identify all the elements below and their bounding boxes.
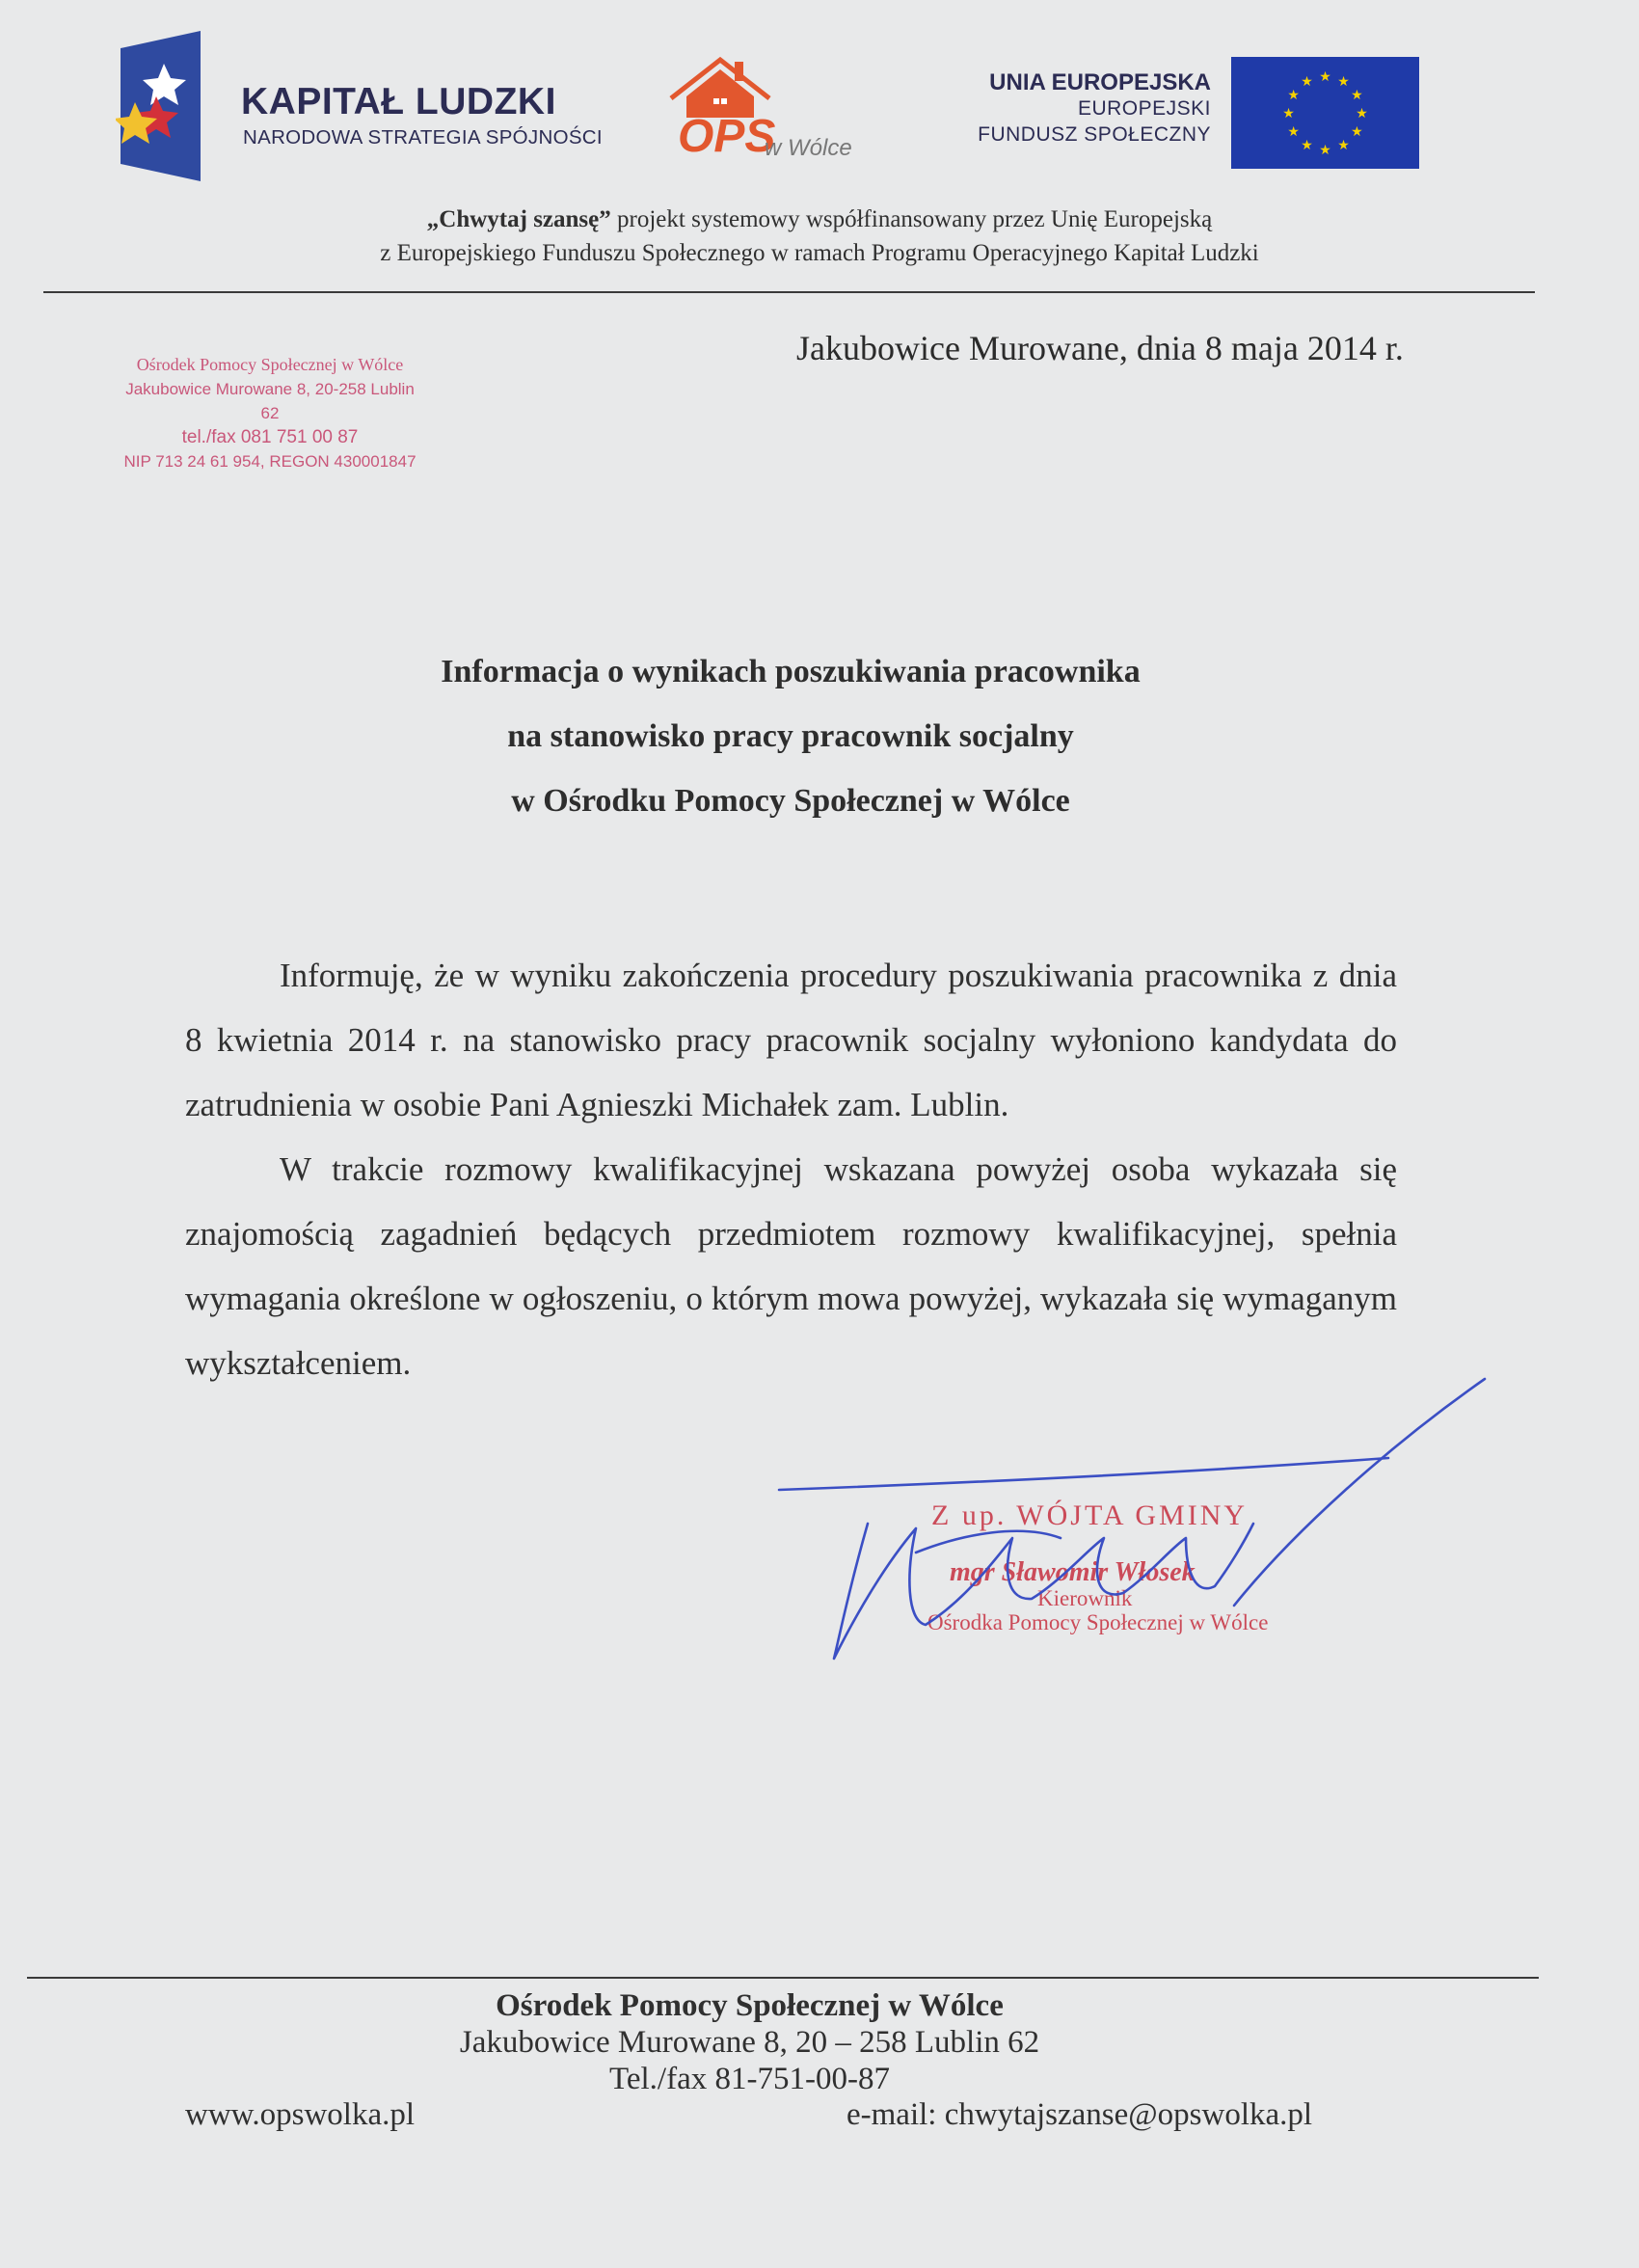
eu-star-icon: ★ (1301, 74, 1313, 91)
document-date: Jakubowice Murowane, dnia 8 maja 2014 r. (796, 329, 1404, 367)
signature-stamp-name: mgr Sławomir Włosek (950, 1557, 1196, 1587)
eu-star-icon: ★ (1319, 69, 1331, 85)
footer-divider (27, 1977, 1539, 1979)
signature-stamp-line1: Z up. WÓJTA GMINY (931, 1499, 1249, 1531)
eu-text-block (868, 69, 1211, 148)
project-line-2: z Europejskiego Funduszu Społecznego w ramach Programu Operacyjnego Kapitał Ludzki (380, 240, 1259, 266)
footer-address: Jakubowice Murowane 8, 20 – 258 Lublin 62 (459, 2025, 1040, 2060)
document-body (185, 943, 1397, 1395)
project-name: „Chwytaj szansę” (426, 206, 611, 232)
stamp-line4: NIP 713 24 61 954, REGON 430001847 (123, 452, 416, 471)
header-divider (43, 291, 1535, 293)
eu-star-icon: ★ (1282, 106, 1295, 122)
office-stamp (116, 353, 424, 473)
eu-flag-icon (1231, 57, 1419, 169)
footer-phone: Tel./fax 81-751-00-87 (609, 2062, 890, 2096)
footer-org: Ośrodek Pomocy Społecznej w Wólce (496, 1988, 1004, 2023)
eu-star-icon: ★ (1337, 74, 1350, 91)
eu-star-icon: ★ (1351, 124, 1363, 140)
body-paragraph: W trakcie rozmowy kwalifikacyjnej wskazana powyżej osoba wykazała się znajomością zagadnień będących przedmiotem rozmowy kwalifikacyjnej, spełnia wymagania określone w ogłoszeniu, o którym mowa powyżej, wykazała się wymaganym wykształceniem. (185, 1150, 1397, 1382)
footer-website-link[interactable]: www.opswolka.pl (185, 2097, 416, 2132)
document-title (0, 639, 1581, 833)
project-description: projekt systemowy współfinansowany przez Unię Europejską (610, 206, 1213, 232)
kapital-ludzki-logo (116, 29, 202, 183)
eu-star-icon: ★ (1337, 137, 1350, 153)
eu-star-icon: ★ (1356, 106, 1368, 122)
title-line1: Informacja o wynikach poszukiwania pracownika (441, 654, 1141, 689)
eu-star-icon: ★ (1287, 88, 1300, 103)
signature-stamp-role: Kierownik (1037, 1586, 1133, 1610)
title-line3: w Ośrodku Pomocy Społecznej w Wólce (511, 783, 1070, 819)
stamp-line3: tel./fax 081 751 00 87 (181, 427, 359, 447)
title-line2: na stanowisko pracy pracownik socjalny (507, 718, 1074, 754)
stamp-line2: Jakubowice Murowane 8, 20-258 Lublin 62 (125, 380, 415, 422)
eu-line3: FUNDUSZ SPOŁECZNY (978, 123, 1211, 146)
footer-email-link[interactable]: e-mail: chwytajszanse@opswolka.pl (846, 2097, 1313, 2132)
project-line-1 (0, 204, 1639, 234)
eu-line1: UNIA EUROPEJSKA (989, 69, 1211, 95)
eu-line2: EUROPEJSKI (1077, 97, 1211, 120)
eu-star-icon: ★ (1351, 88, 1363, 103)
handwritten-signature (771, 1369, 1504, 1678)
eu-star-icon: ★ (1301, 137, 1313, 153)
signature-stamp-org: Ośrodka Pomocy Społecznej w Wólce (927, 1610, 1269, 1634)
eu-star-icon: ★ (1319, 143, 1331, 158)
ops-logo-suffix: w Wólce (765, 135, 852, 161)
stamp-line1: Ośrodek Pomocy Społecznej w Wólce (136, 355, 404, 374)
kapital-ludzki-subtitle: NARODOWA STRATEGIA SPÓJNOŚCI (243, 126, 603, 148)
body-paragraph: Informuję, że w wyniku zakończenia procedury poszukiwania pracownika z dnia 8 kwietnia 2014 r. na stanowisko pracy pracownik socjalny wyłoniono kandydata do zatrudnienia w osobie Pani Agnieszki Michałek zam. Lublin. (185, 957, 1397, 1123)
kapital-ludzki-title: KAPITAŁ LUDZKI (241, 81, 556, 122)
eu-star-icon: ★ (1287, 124, 1300, 140)
ops-logo-text: OPS (678, 111, 776, 162)
